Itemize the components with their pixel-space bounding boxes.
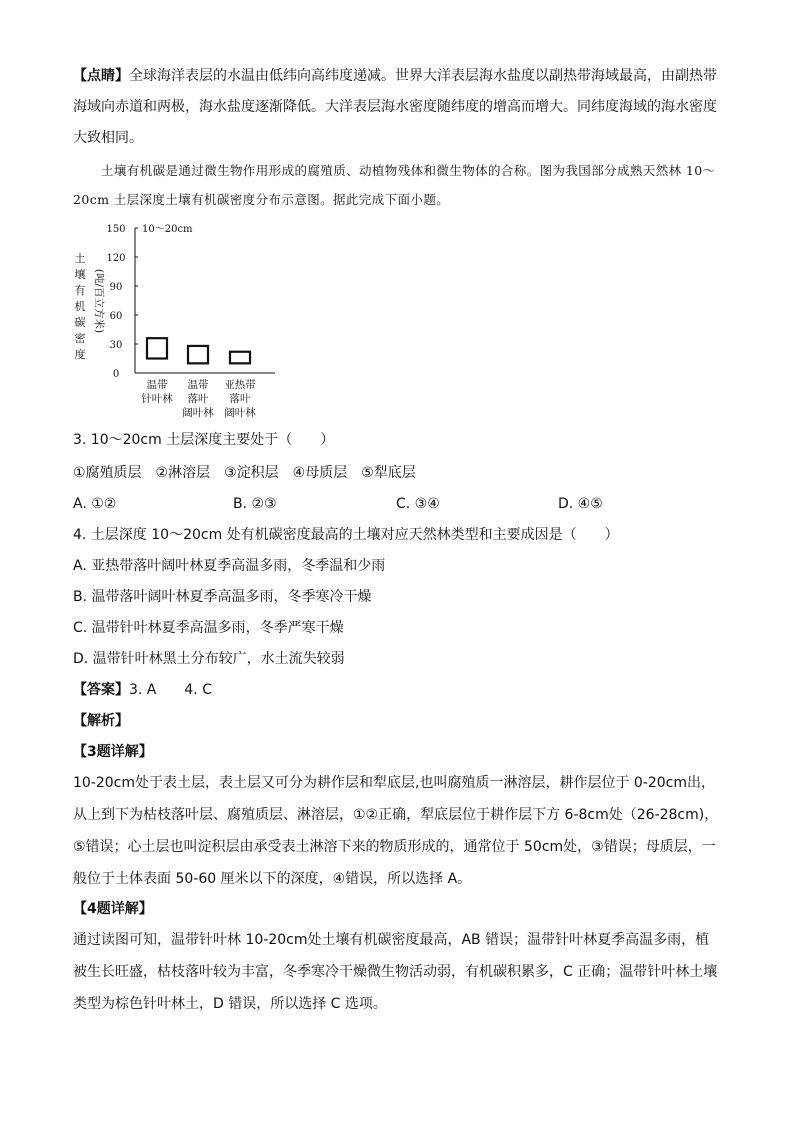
y-axis-label-char: 密 (74, 332, 86, 345)
bar (230, 352, 250, 364)
y-tick-label: 0 (112, 369, 120, 380)
tip-text: 全球海洋表层的水温由低纬向高纬度递减。世界大洋表层海水盐度以副热带海域最高，由副热带海域向赤道和两极，海水盐度逐渐降低。大洋表层海水密度随纬度的增高而增大。同纬度海域的海水密度大致相同。 (73, 68, 717, 146)
q4-stem: 4. 土层深度 10～20cm 处有机碳密度最高的土壤对应天然林类型和主要成因是（ ） (73, 527, 619, 543)
q4-option-c[interactable]: C. 温带针叶林夏季高温多雨，冬季严寒干燥 (73, 620, 344, 636)
y-axis-label-char: 机 (74, 300, 86, 313)
x-tick-label: 温带 (146, 379, 168, 391)
y-axis-label-char: 有 (74, 284, 86, 297)
d4-tag: 【4题详解】 (73, 901, 153, 917)
y-axis-label-char: 壤 (74, 268, 86, 281)
y-tick-label: 30 (109, 340, 123, 351)
x-tick-label: 针叶林 (141, 393, 173, 405)
x-tick-label: 亚热带 (224, 379, 256, 391)
y-axis-label-char: 土 (74, 252, 86, 265)
y-tick-label: 60 (109, 311, 123, 322)
y-tick-label: 90 (109, 282, 123, 293)
d4-text: 通过读图可知，温带针叶林 10-20cm处土壤有机碳密度最高，AB 错误；温带针叶林夏季高温多雨，植被生长旺盛，枯枝落叶较为丰富，冬季寒冷干燥微生物活动弱，有机碳积累多，C 正确；温带针叶林土壤类型为棕色针叶林土，D 错误，所以选择 C 选项。 (73, 932, 718, 1012)
y-axis-label (75, 251, 86, 361)
q3-option-c[interactable]: C. ③④ (396, 496, 440, 512)
intro-paragraph: 土壤有机碳是通过微生物作用形成的腐殖质、动植物残体和微生物体的合称。图为我国部分成熟天然林 10～20cm 土层深度土壤有机碳密度分布示意图。据此完成下面小题。 (73, 163, 716, 207)
q3-items: ①腐殖质层 ②淋溶层 ③淀积层 ④母质层 ⑤犁底层 (73, 465, 416, 481)
y-axis-label-char: 度 (74, 348, 86, 361)
chart-title: 10～20cm (142, 224, 193, 235)
carbon-density-chart (70, 218, 310, 423)
tip-paragraph (73, 61, 723, 154)
y-tick-label: 150 (106, 224, 126, 235)
q3-stem: 3. 10～20cm 土层深度主要处于（ ） (73, 432, 335, 448)
q4-option-b[interactable]: B. 温带落叶阔叶林夏季高温多雨，冬季寒冷干燥 (73, 589, 372, 605)
d3-text: 10-20cm处于表土层，表土层又可分为耕作层和犁底层,也叫腐殖质一淋溶层，耕作层位于 0-20cm出，从上到下为枯枝落叶层、腐殖质层、淋溶层，①②正确，犁底层位于耕作层下方 6-8cm处（26-28cm)，⑤错误；心土层也叫淀积层由承受表土淋溶下来的物质形成的，通常位于 50cm处，③错误；母质层，一般位于土体表面 50-60 厘米以下的深度，④错误，所以选择 A。 (73, 775, 719, 887)
q4-option-d[interactable]: D. 温带针叶林黑土分布较广，水土流失较弱 (73, 651, 345, 667)
tip-tag: 【点睛】 (73, 68, 129, 84)
q3-option-a[interactable]: A. ①② (73, 496, 117, 512)
q3-option-b[interactable]: B. ②③ (233, 496, 277, 512)
answer-text: 3. A 4. C (129, 682, 212, 698)
x-tick-label: 落叶 (229, 393, 251, 405)
q3-option-d[interactable]: D. ④⑤ (558, 496, 603, 512)
q4-option-a[interactable]: A. 亚热带落叶阔叶林夏季高温多雨，冬季温和少雨 (73, 558, 386, 574)
answer-line (73, 680, 212, 700)
y-axis-unit: (吨/百立方米) (93, 268, 105, 334)
x-tick-label: 温带 (187, 379, 209, 391)
x-axis-labels (141, 378, 256, 419)
x-tick-label: 落叶 (187, 393, 209, 405)
y-tick-label: 120 (106, 253, 126, 264)
bars (147, 338, 250, 363)
d3-tag: 【3题详解】 (73, 744, 153, 760)
answer-tag: 【答案】 (73, 682, 129, 698)
y-axis-label-char: 碳 (74, 316, 86, 329)
y-axis-ticks (106, 224, 138, 380)
bar (188, 346, 208, 363)
analysis-tag: 【解析】 (73, 713, 129, 729)
bar (147, 338, 167, 358)
x-tick-label: 阔叶林 (182, 407, 214, 419)
x-tick-label: 阔叶林 (224, 407, 256, 419)
